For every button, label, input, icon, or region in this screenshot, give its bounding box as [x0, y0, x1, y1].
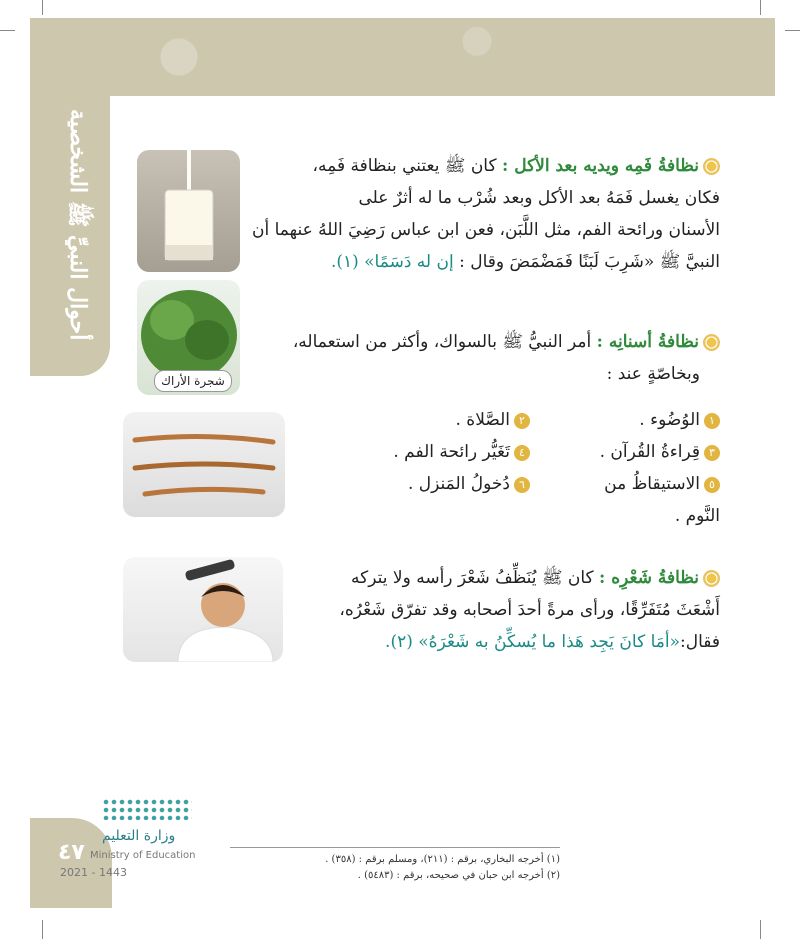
section-teeth-hygiene: [240, 326, 720, 390]
image-caption: شجرة الأراك: [154, 370, 232, 392]
header-banner: [30, 18, 775, 96]
crop-mark: [785, 30, 800, 31]
occasions-list: [380, 404, 720, 532]
text-line: النبيَّ ﷺ «شَرِبَ لَبَنًا فَمَضْمَضَ وقال :: [459, 252, 720, 272]
crop-mark: [760, 0, 761, 15]
text-line: أَشْعَثَ مُتَفَرِّقًا، ورأى مرةً أحدَ أصحابه وقد تفرّق شَعْرُه،: [339, 600, 720, 620]
flower-bullet-icon: [703, 570, 720, 587]
number-badge-icon: ١: [704, 413, 720, 429]
boy-combing-hair-image: [123, 557, 283, 662]
text-line: أمر النبيُّ ﷺ بالسواك، وأكثر من استعماله،: [292, 332, 592, 352]
section-mouth-hygiene: [240, 150, 720, 278]
ministry-name-ar: وزارة التعليم: [102, 828, 176, 844]
crop-mark: [0, 30, 15, 31]
number-badge-icon: ٣: [704, 445, 720, 461]
crop-mark: [42, 920, 43, 939]
ministry-logo-icon: [102, 798, 192, 820]
chapter-title: أحوال النبيِّ ﷺ الشخصية: [65, 109, 91, 341]
list-item: ٤تَغَيُّر رائحة الفم .: [393, 436, 530, 468]
flower-bullet-icon: [703, 334, 720, 351]
list-item: ٥الاستيقاظُ من النَّوم .: [604, 474, 720, 526]
list-item: ٣قِراءةُ القُرآن .: [570, 436, 720, 468]
section-heading: نظافةُ شَعْرِه :: [599, 568, 699, 588]
number-badge-icon: ٤: [514, 445, 530, 461]
page-number: ٤٧: [58, 840, 85, 865]
miswak-sticks-image: [123, 412, 285, 517]
section-heading: نظافةُ فَمِه ويديه بعد الأكل :: [502, 156, 699, 176]
milk-glass-image: [137, 150, 240, 272]
edition-year: 2021 - 1443: [60, 866, 127, 879]
footnotes: [230, 847, 560, 884]
text-line: وبخاصّةٍ عند :: [606, 364, 700, 384]
crop-mark: [760, 920, 761, 939]
text-line: الأسنان ورائحة الفم، مثل اللَّبَن، فعن ابن عباس رَضِيَ اللهُ عنهما أن: [251, 220, 720, 240]
number-badge-icon: ٦: [514, 477, 530, 493]
number-badge-icon: ٥: [704, 477, 720, 493]
number-badge-icon: ٢: [514, 413, 530, 429]
text-line: فكان يغسل فَمَهُ بعد الأكل وبعد شُرْب ما له أثرٌ على: [358, 188, 720, 208]
list-item: ٢الصَّلاة .: [455, 404, 530, 436]
hadith-quote: «أمَا كانَ يَجِد هَذا ما يُسكِّنُ به شَعْرَهُ» (٢).: [385, 632, 680, 652]
crop-mark: [42, 0, 43, 15]
list-item: ٦دُخولُ المَنزل .: [408, 468, 530, 532]
footnote: (١) أخرجه البخاري، برقم : (٢١١)، ومسلم برقم : (٣٥٨) .: [325, 854, 560, 865]
section-heading: نظافةُ أسنانِه :: [596, 332, 699, 352]
list-item: ١الوُضُوء .: [570, 404, 720, 436]
text-line: فقال:: [680, 632, 720, 652]
flower-bullet-icon: [703, 158, 720, 175]
ministry-name-en: Ministry of Education: [90, 850, 196, 861]
section-hair-hygiene: [300, 562, 720, 658]
text-line: كان ﷺ يُنَظِّفُ شَعْرَ رأسه ولا يتركه: [351, 568, 594, 588]
hadith-quote: إن له دَسَمًا» (١).: [330, 252, 454, 272]
text-line: كان ﷺ يعتني بنظافة فَمِه،: [312, 156, 497, 176]
footnote: (٢) أخرجه ابن حبان في صحيحه، برقم : (٥٤٨٣) .: [357, 870, 560, 881]
